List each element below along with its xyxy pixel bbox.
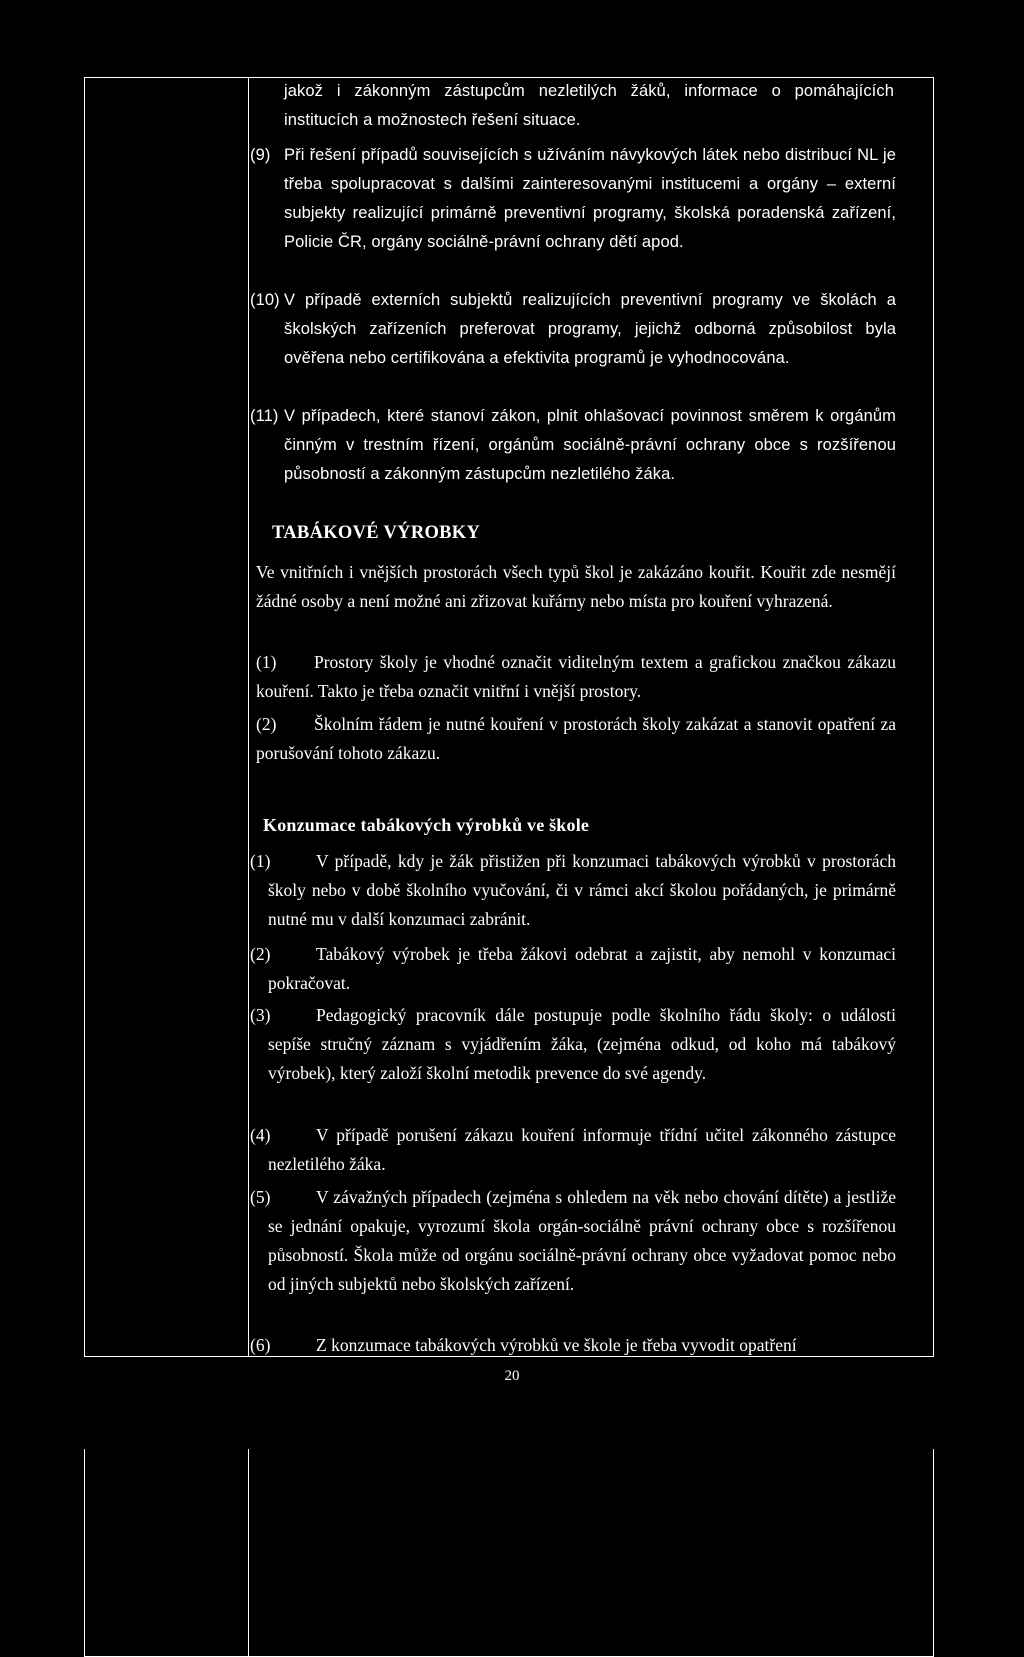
list-item-10 bbox=[250, 286, 896, 373]
list-item-number: (10) bbox=[250, 291, 280, 309]
tobacco-intro: Ve vnitřních i vnějších prostorách všech typů škol je zakázáno kouřit. Kouřit zde nesmějí žádné osoby a není možné ani zřizovat kuřárny nebo místa pro kouření vyhrazená. bbox=[256, 562, 896, 611]
list-item-text: V případě porušení zákazu kouření informuje třídní učitel zákonného zástupce nezletilého žáka. bbox=[268, 1125, 896, 1174]
list-item-text: Z konzumace tabákových výrobků ve škole je třeba vyvodit opatření bbox=[316, 1335, 797, 1355]
list-item-number: (3) bbox=[250, 1005, 271, 1025]
page-number: 20 bbox=[504, 1368, 520, 1384]
list-item-9 bbox=[250, 141, 896, 257]
list-item-text: V případě, kdy je žák přistižen při konzumaci tabákových výrobků v prostorách školy nebo v době školního vyučování, či v rámci akcí školou pořádaných, je primárně nutné mu v další konzumaci zabránit. bbox=[268, 851, 896, 929]
consumption-item-4 bbox=[250, 1121, 896, 1179]
list-item-text: V případech, které stanoví zákon, plnit ohlašovací povinnost směrem k orgánům činným v trestním řízení, orgánům sociálně-právní ochrany obce s rozšířenou působností a zákonným zástupcům nezletilého žáka. bbox=[284, 407, 896, 483]
list-item-number: (11) bbox=[250, 407, 279, 425]
list-item-number: (2) bbox=[250, 944, 271, 964]
list-item-text: Prostory školy je vhodné označit viditelným textem a grafickou značkou zákazu kouření. Takto je třeba označit vnitřní i vnější prostory. bbox=[256, 652, 896, 701]
list-item-text: Školním řádem je nutné kouření v prostorách školy zakázat a stanovit opatření za porušování tohoto zákazu. bbox=[256, 714, 896, 763]
consumption-item-1 bbox=[250, 847, 896, 934]
list-item-text: V závažných případech (zejména s ohledem na věk nebo chování dítěte) a jestliže se jednání opakuje, vyrozumí škola orgán-sociálně právní ochrany obce s rozšířenou působností. Škola může od orgánu sociálně-právní ochrany obce vyžadovat pomoc nebo od jiných subjektů nebo školských zařízení. bbox=[268, 1187, 896, 1294]
list-item-text: Při řešení případů souvisejících s užíváním návykových látek nebo distribucí NL je třeba spolupracovat s dalšími zainteresovanými institucemi a orgány – externí subjekty realizující primárně preventivní programy, školská poradenská zařízení, Policie ČR, orgány sociálně-právní ochrany dětí apod. bbox=[284, 146, 896, 251]
list-item-number: (5) bbox=[250, 1187, 271, 1207]
intro-paragraph: jakož i zákonným zástupcům nezletilých žáků, informace o pomáhajících institucích a možnostech řešení situace. bbox=[284, 82, 894, 129]
list-item-number: (9) bbox=[250, 146, 271, 164]
section-heading-consumption: Konzumace tabákových výrobků ve škole bbox=[263, 815, 590, 835]
list-item-number: (6) bbox=[250, 1335, 271, 1355]
list-item-number: (1) bbox=[256, 652, 277, 672]
list-item-11 bbox=[250, 402, 896, 489]
tobacco-item-2 bbox=[256, 710, 896, 768]
consumption-item-2 bbox=[250, 940, 896, 998]
consumption-item-3 bbox=[250, 1001, 896, 1088]
list-item-text: Tabákový výrobek je třeba žákovi odebrat a zajistit, aby nemohl v konzumaci pokračovat. bbox=[268, 944, 896, 993]
consumption-item-6 bbox=[250, 1331, 896, 1357]
tobacco-item-1 bbox=[256, 648, 896, 706]
consumption-item-5 bbox=[250, 1183, 896, 1299]
section-heading-tobacco: TABÁKOVÉ VÝROBKY bbox=[272, 523, 481, 543]
list-item-number: (2) bbox=[256, 714, 277, 734]
list-item-text: Pedagogický pracovník dále postupuje podle školního řádu školy: o události sepíše stručný záznam s vyjádřením žáka, (zejména odkud, od koho má tabákový výrobek), který založí školní metodik prevence do své agendy. bbox=[268, 1005, 896, 1083]
list-item-number: (4) bbox=[250, 1125, 271, 1145]
list-item-text: V případě externích subjektů realizujících preventivní programy ve školách a školských zařízeních preferovat programy, jejichž odborná způsobilost byla ověřena nebo certifikována a efektivita programů je vyhodnocována. bbox=[284, 291, 896, 367]
list-item-number: (1) bbox=[250, 851, 271, 871]
